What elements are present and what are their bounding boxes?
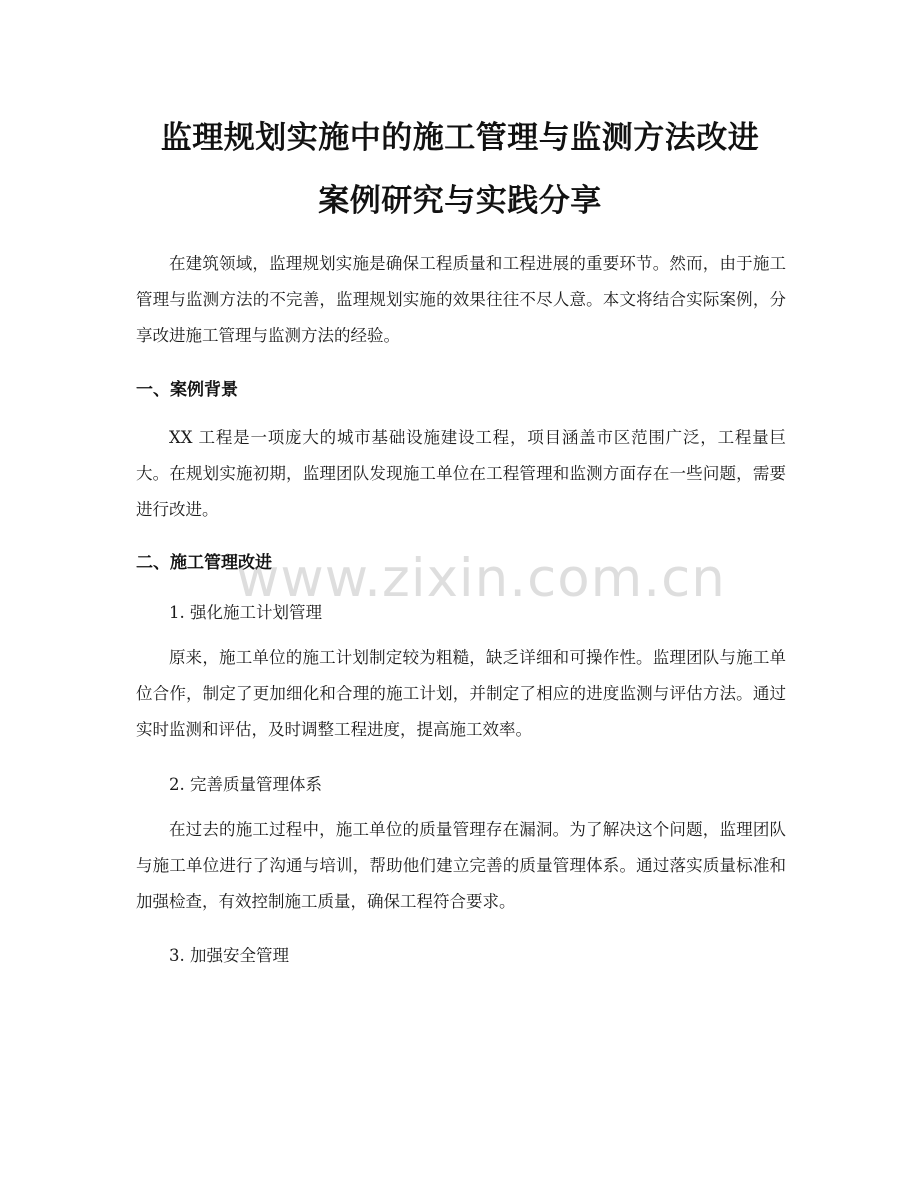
document-title-line1: 监理规划实施中的施工管理与监测方法改进 [160,120,760,156]
subheading-quality-management: 2. 完善质量管理体系 [169,775,322,794]
section-heading-background: 一、案例背景 [136,380,238,400]
quality-management-paragraph: 在过去的施工过程中，施工单位的质量管理存在漏洞。为了解决这个问题，监理团队与施工单位进行了沟通与培训，帮助他们建立完善的质量管理体系。通过落实质量标准和加强检查，有效控制施工质量，确保工程符合要求。 [136,820,786,911]
section-heading-construction-management: 二、施工管理改进 [136,553,272,573]
watermark: www.zixin.com.cn [236,548,726,609]
plan-management-paragraph: 原来，施工单位的施工计划制定较为粗糙，缺乏详细和可操作性。监理团队与施工单位合作，制定了更加细化和合理的施工计划，并制定了相应的进度监测与评估方法。通过实时监测和评估，及时调整工程进度，提高施工效率。 [136,648,786,739]
subheading-safety-management: 3. 加强安全管理 [169,946,289,965]
background-paragraph: XX 工程是一项庞大的城市基础设施建设工程，项目涵盖市区范围广泛，工程量巨大。在规划实施初期，监理团队发现施工单位在工程管理和监测方面存在一些问题，需要进行改进。 [136,428,786,519]
document-title-line2: 案例研究与实践分享 [318,183,602,219]
intro-paragraph: 在建筑领域，监理规划实施是确保工程质量和工程进展的重要环节。然而，由于施工管理与监测方法的不完善，监理规划实施的效果往往不尽人意。本文将结合实际案例，分享改进施工管理与监测方法的经验。 [136,254,786,345]
subheading-plan-management: 1. 强化施工计划管理 [169,603,322,622]
